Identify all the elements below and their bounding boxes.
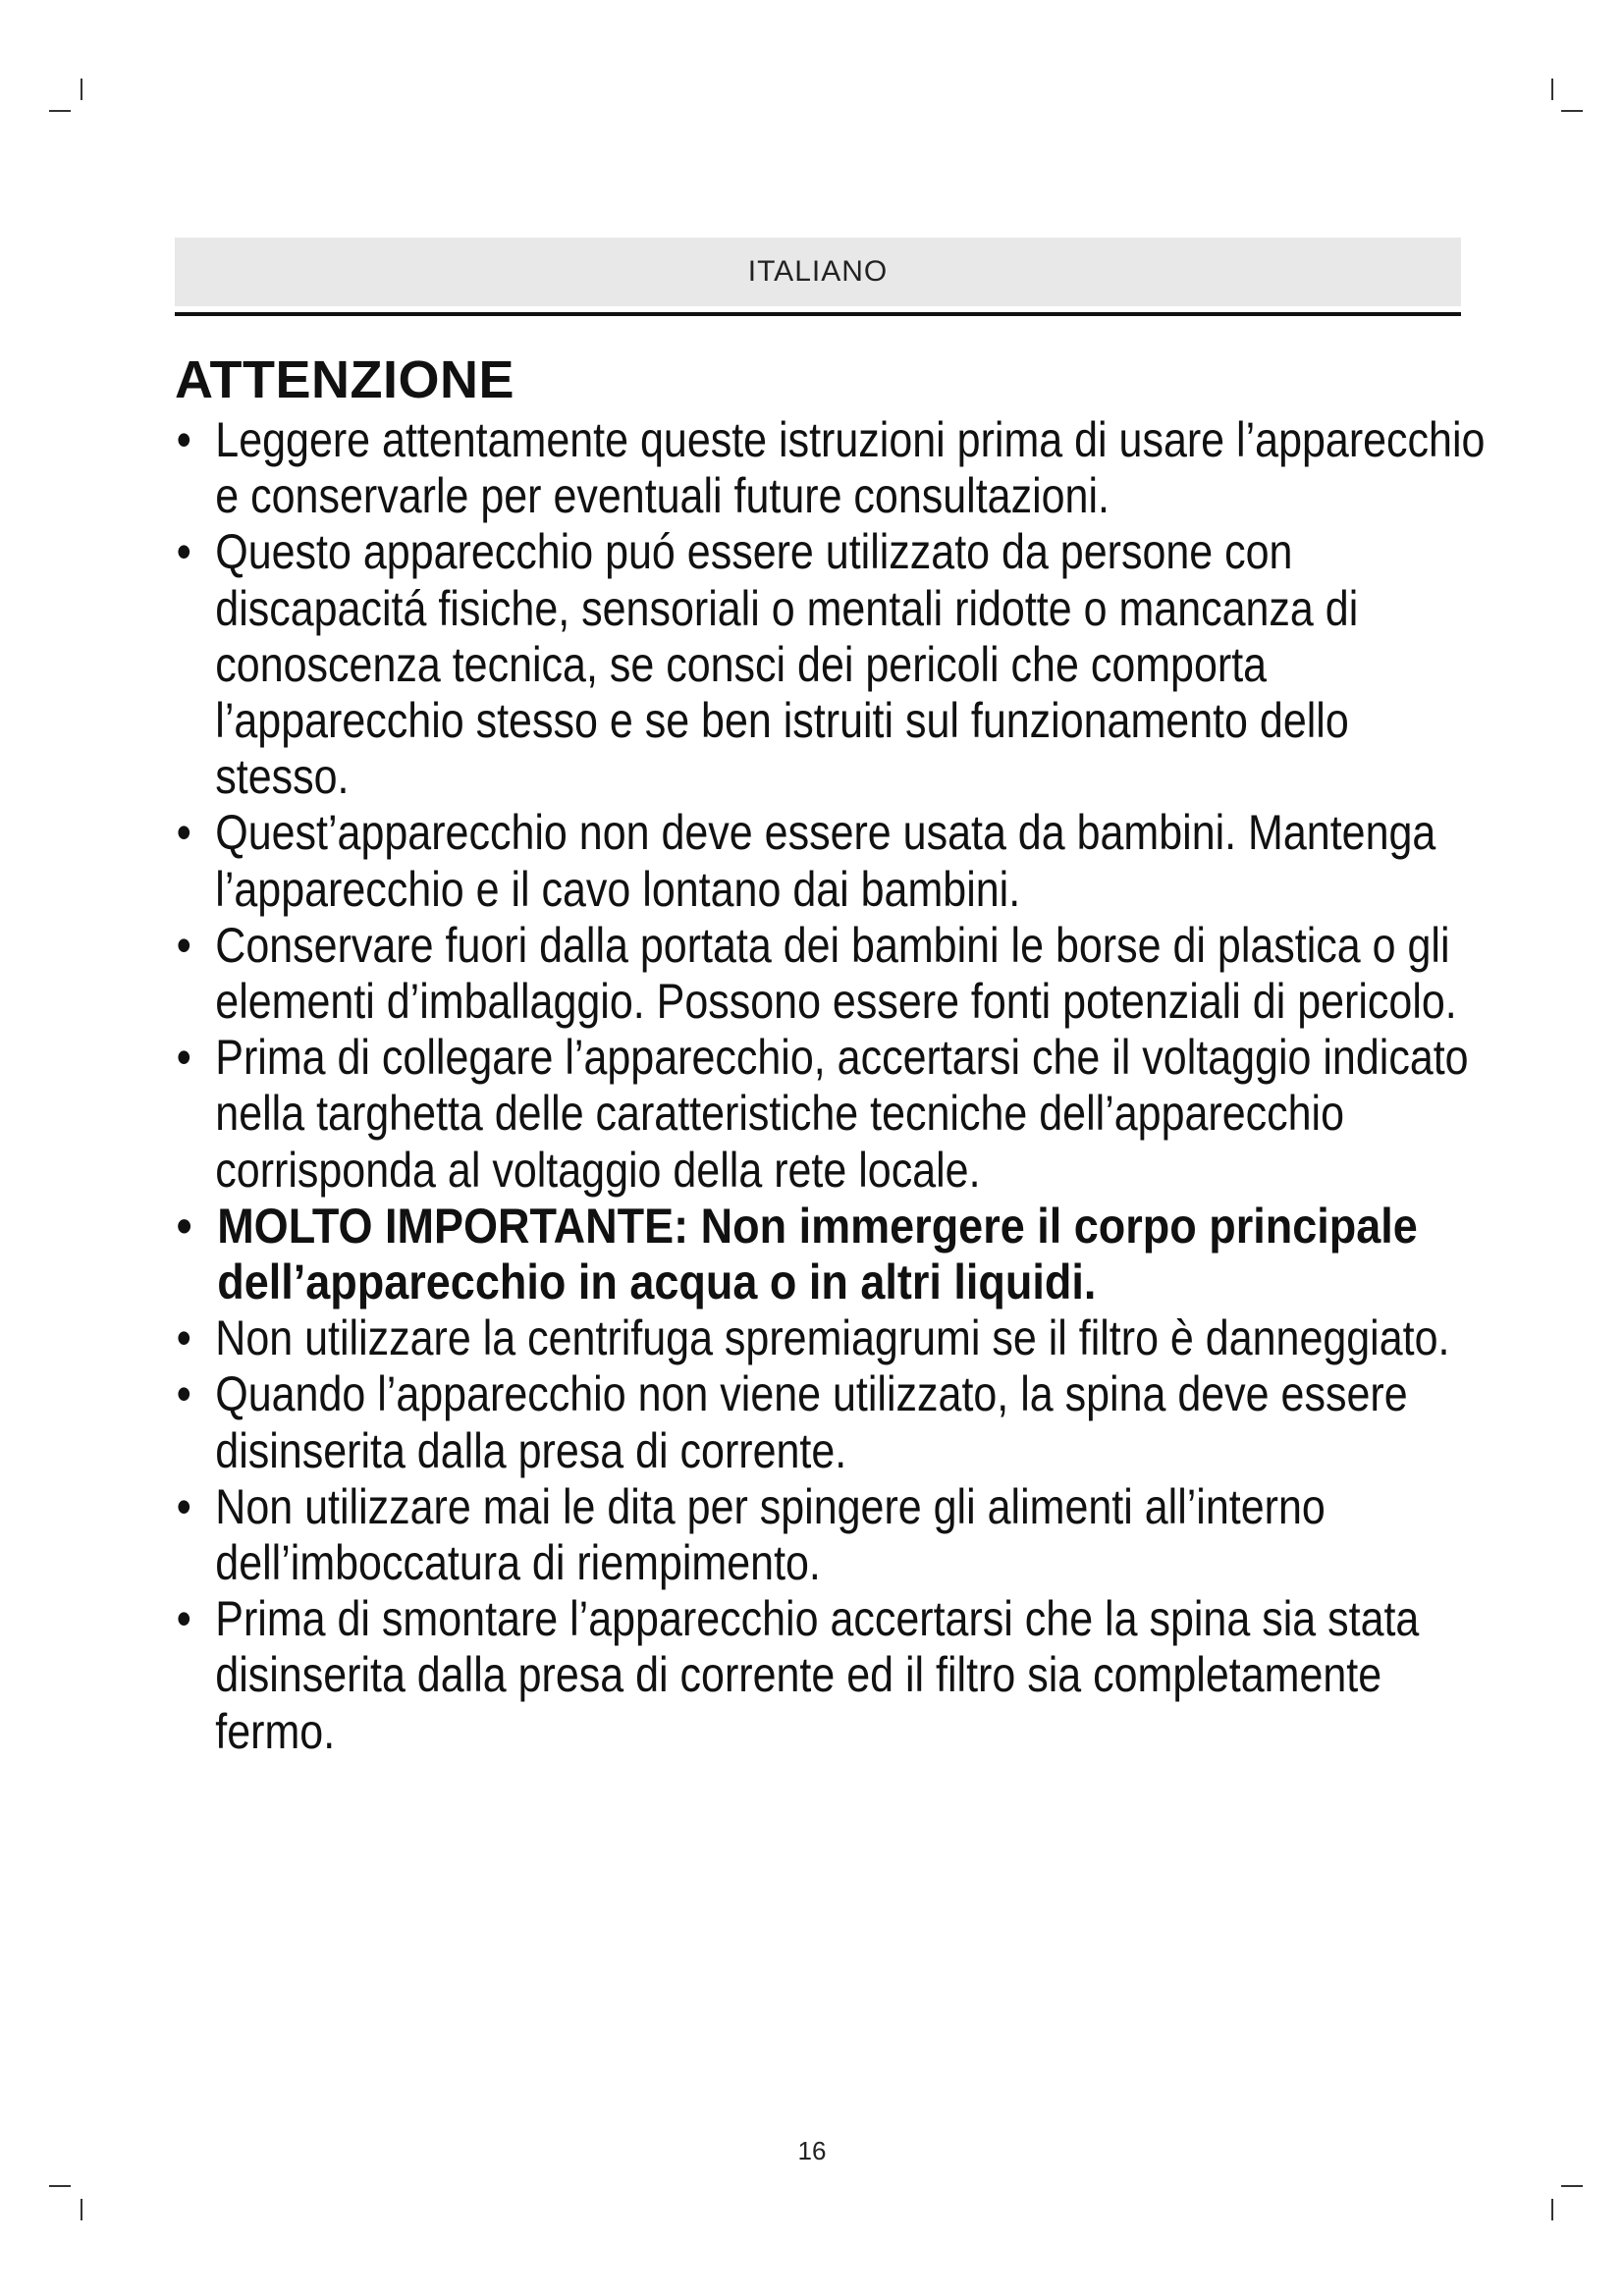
list-item-text: Questo apparecchio puó essere utilizzato da persone con discapacitá fisiche, sensoriali o mentali ridotte o mancanza di conoscenza tecnica, se consci dei pericoli che comporta l’apparecchio stesso e se ben istruiti sul funzionamento dello stesso. xyxy=(215,524,1359,805)
header-divider xyxy=(175,312,1461,316)
crop-mark-bottom-right-h xyxy=(1561,2185,1583,2187)
language-header xyxy=(175,238,1461,306)
crop-mark-top-right-h xyxy=(1561,110,1583,112)
bullet-icon: • xyxy=(176,1198,192,1254)
list-item xyxy=(175,412,1490,524)
crop-mark-top-left-h xyxy=(49,110,71,112)
list-item-text: Prima di smontare l’apparecchio accertarsi che la spina sia stata disinserita dalla presa di corrente ed il filtro sia completamente fermo. xyxy=(215,1591,1420,1759)
bullet-icon: • xyxy=(176,1030,191,1086)
list-item xyxy=(175,1366,1490,1478)
list-item-text: Quest’apparecchio non deve essere usata da bambini. Mantenga l’apparecchio e il cavo lontano dai bambini. xyxy=(215,805,1436,917)
bullet-icon: • xyxy=(176,1310,191,1366)
page-number: 16 xyxy=(797,2136,827,2165)
list-item xyxy=(175,1479,1490,1591)
language-label: ITALIANO xyxy=(747,255,889,288)
list-item xyxy=(175,524,1490,805)
bullet-icon: • xyxy=(176,1591,191,1647)
crop-mark-bottom-left-v xyxy=(81,2199,82,2220)
bullet-icon: • xyxy=(176,412,191,467)
crop-mark-top-right-v xyxy=(1551,79,1553,100)
list-item xyxy=(175,805,1490,917)
bullet-icon: • xyxy=(176,1478,191,1534)
crop-mark-bottom-right-v xyxy=(1551,2199,1553,2220)
list-item-text: Non utilizzare la centrifuga spremiagrumi se il filtro è danneggiato. xyxy=(215,1310,1450,1366)
section-heading: ATTENZIONE xyxy=(175,350,514,409)
list-item xyxy=(175,918,1490,1030)
bullet-icon: • xyxy=(176,524,191,580)
crop-mark-top-left-v xyxy=(81,79,82,100)
list-item-text: Non utilizzare mai le dita per spingere gli alimenti all’interno dell’imboccatura di riempimento. xyxy=(215,1478,1326,1591)
list-item-text: MOLTO IMPORTANTE: Non immergere il corpo principale dell’apparecchio in acqua o in altri liquidi. xyxy=(217,1198,1418,1310)
list-item xyxy=(175,1591,1490,1760)
list-item-important xyxy=(175,1199,1498,1310)
list-item-text: Quando l’apparecchio non viene utilizzato, la spina deve essere disinserita dalla presa di corrente. xyxy=(215,1366,1408,1478)
list-item-text: Leggere attentamente queste istruzioni prima di usare l’apparecchio e conservarle per eventuali future consultazioni. xyxy=(215,412,1486,524)
list-item-text: Conservare fuori dalla portata dei bambini le borse di plastica o gli elementi d’imballaggio. Possono essere fonti potenziali di pericolo. xyxy=(215,917,1457,1030)
list-item xyxy=(175,1310,1490,1366)
warning-list xyxy=(175,412,1486,1760)
bullet-icon: • xyxy=(176,1366,191,1422)
list-item-text: Prima di collegare l’apparecchio, accertarsi che il voltaggio indicato nella targhetta delle caratteristiche tecniche dell’apparecchio corrisponda al voltaggio della rete locale. xyxy=(215,1030,1469,1198)
bullet-icon: • xyxy=(176,805,191,861)
bullet-icon: • xyxy=(176,917,191,973)
warning-section xyxy=(175,349,1486,1760)
list-item xyxy=(175,1030,1490,1199)
crop-mark-bottom-left-h xyxy=(49,2185,71,2187)
